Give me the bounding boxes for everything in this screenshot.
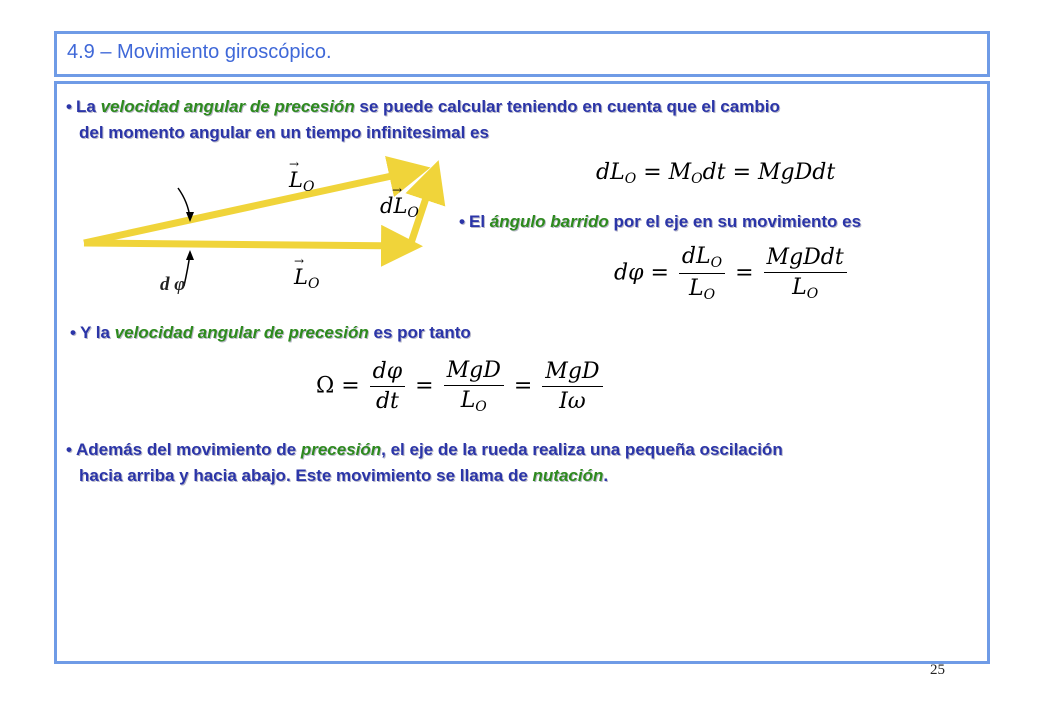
- bullet-dot: •: [66, 97, 72, 116]
- bullet-3-text-post: es por tanto: [368, 323, 471, 342]
- bullet-3-text-pre: Y la: [80, 323, 115, 342]
- label-dlo: → $dL_O$: [380, 183, 419, 221]
- bullet-1-text-post: se puede calcular teniendo en cuenta que el cambio: [354, 97, 780, 116]
- equation-dphi: dφ = $\frac{dL_O}{L_O}$ = $\frac{\text{MgDdt}}{L_O}$: [614, 244, 850, 303]
- bullet-1-text-pre: La: [76, 97, 101, 116]
- bullet-1-line-2: del momento angular en un tiempo infinitesimal es: [79, 123, 489, 142]
- page-number: 25: [930, 662, 945, 678]
- vector-lo-bottom: [84, 243, 402, 246]
- vector-arrow-icon: →: [289, 157, 300, 171]
- bullet-2-highlight: ángulo barrido: [489, 212, 609, 231]
- bullet-1: [66, 94, 780, 146]
- bullet-dot: •: [66, 440, 72, 459]
- bullet-4-highlight: precesión: [300, 440, 382, 459]
- equation-omega: Ω = $\frac{d\varphi}{dt}$ = $\frac{\text{MgD}}{L_O}$ = $\frac{\text{MgD}}{I\omega}$: [316, 358, 606, 415]
- bullet-4-text-post: , el eje de la rueda realiza una pequeña oscilación: [381, 440, 783, 459]
- bullet-4-text-pre: Además del movimiento de: [76, 440, 301, 459]
- label-lo-bottom: → $L_O$: [294, 254, 320, 292]
- bullet-2-text-post: por el eje en su movimiento es: [608, 212, 862, 231]
- label-lo-top: → $L_O$: [289, 157, 315, 195]
- bullet-dot: •: [70, 323, 76, 342]
- bullet-1-highlight: velocidad angular de precesión: [100, 97, 355, 116]
- bullet-4-line-2-post: .: [603, 466, 609, 485]
- bullet-4-line-2-pre: hacia arriba y hacia abajo. Este movimiento se llama de: [79, 466, 533, 485]
- slide-title: 4.9 – Movimiento giroscópico.: [67, 41, 332, 63]
- vector-arrow-icon: →: [392, 183, 403, 197]
- equation-dlo: $dL_O = M_Odt$ = MgDdt: [596, 160, 836, 187]
- bullet-3-highlight: velocidad angular de precesión: [114, 323, 369, 342]
- title-box: [54, 31, 990, 77]
- vector-diagram: [70, 150, 460, 310]
- bullet-3: [70, 320, 471, 346]
- bullet-4: [66, 437, 783, 489]
- vector-arrow-icon: →: [294, 254, 305, 268]
- bullet-2-text-pre: El: [469, 212, 490, 231]
- bullet-dot: •: [459, 212, 465, 231]
- bullet-2: [459, 209, 861, 235]
- bullet-4-line-2-highlight: nutación: [532, 466, 604, 485]
- vector-lo-top: [84, 172, 410, 243]
- label-dphi: d φ: [160, 274, 186, 295]
